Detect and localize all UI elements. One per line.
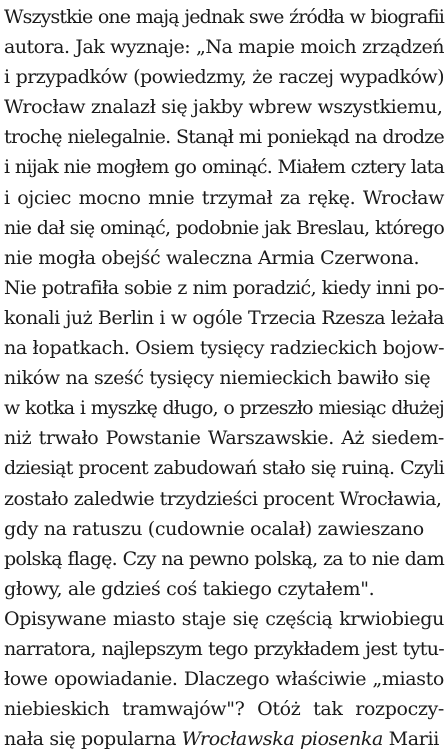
- text-line: gdy na ratuszu (cudownie ocalał) zawieszano: [4, 517, 424, 540]
- text-line: nie dał się ominąć, podobnie jak Breslau, którego: [4, 216, 444, 239]
- last-line-before: nała się popularna: [4, 728, 182, 751]
- text-line: i przypadków (powiedzmy, że raczej wypadków): [4, 66, 444, 89]
- body-text: [4, 2, 444, 754]
- text-line: trochę nielegalnie. Stanął mi poniekąd na drodze: [4, 126, 444, 149]
- text-line: Wszystkie one mają jednak swe źródła w biografii: [4, 6, 444, 28]
- text-line: Nie potrafiła sobie z nim poradzić, kiedy inni po-: [4, 276, 444, 299]
- text-line-last: [4, 724, 444, 754]
- text-line: zostało zaledwie trzydzieści procent Wrocławia,: [4, 487, 442, 510]
- last-line-after: Marii: [382, 728, 439, 751]
- text-line: Wrocław znalazł się jakby wbrew wszystkiemu,: [4, 96, 443, 119]
- text-line: na łopatkach. Osiem tysięcy radzieckich bojow-: [4, 337, 445, 360]
- text-line: nie mogła obejść waleczna Armia Czerwona.: [4, 246, 420, 269]
- song-title-italic: Wrocławska piosenka: [181, 728, 383, 751]
- text-line: niż trwało Powstanie Warszawskie. Aż siedem-: [4, 427, 444, 450]
- text-line: ników na sześć tysięcy niemieckich bawiło się: [4, 367, 431, 390]
- text-line: w kotka i myszkę długo, o przeszło miesiąc dłużej: [4, 397, 444, 420]
- text-line: i nijak nie mogłem go ominąć. Miałem cztery lata: [4, 156, 444, 179]
- text-line: konali już Berlin i w ogóle Trzecia Rzesza leżała: [4, 306, 444, 329]
- text-line: polską flagę. Czy na pewno polską, za to nie dam: [4, 547, 444, 570]
- text-line: autora. Jak wyznaje: „Na mapie moich zrządzeń: [4, 36, 444, 59]
- text-line: i ojciec mocno mnie trzymał za rękę. Wrocław: [4, 186, 444, 209]
- text-line: głowy, ale gdzieś coś takiego czytałem".: [4, 577, 375, 600]
- text-line: narratora, najlepszym tego przykładem jest tytu-: [4, 637, 444, 660]
- text-line: łowe opowiadanie. Dlaczego właściwie „miasto: [4, 668, 444, 691]
- text-line: dziesiąt procent zabudowań stało się ruiną. Czyli: [4, 457, 444, 480]
- text-line: niebieskich tramwajów"? Otóż tak rozpoczy-: [4, 698, 444, 721]
- text-line: Opisywane miasto staje się częścią krwiobiegu: [4, 607, 444, 630]
